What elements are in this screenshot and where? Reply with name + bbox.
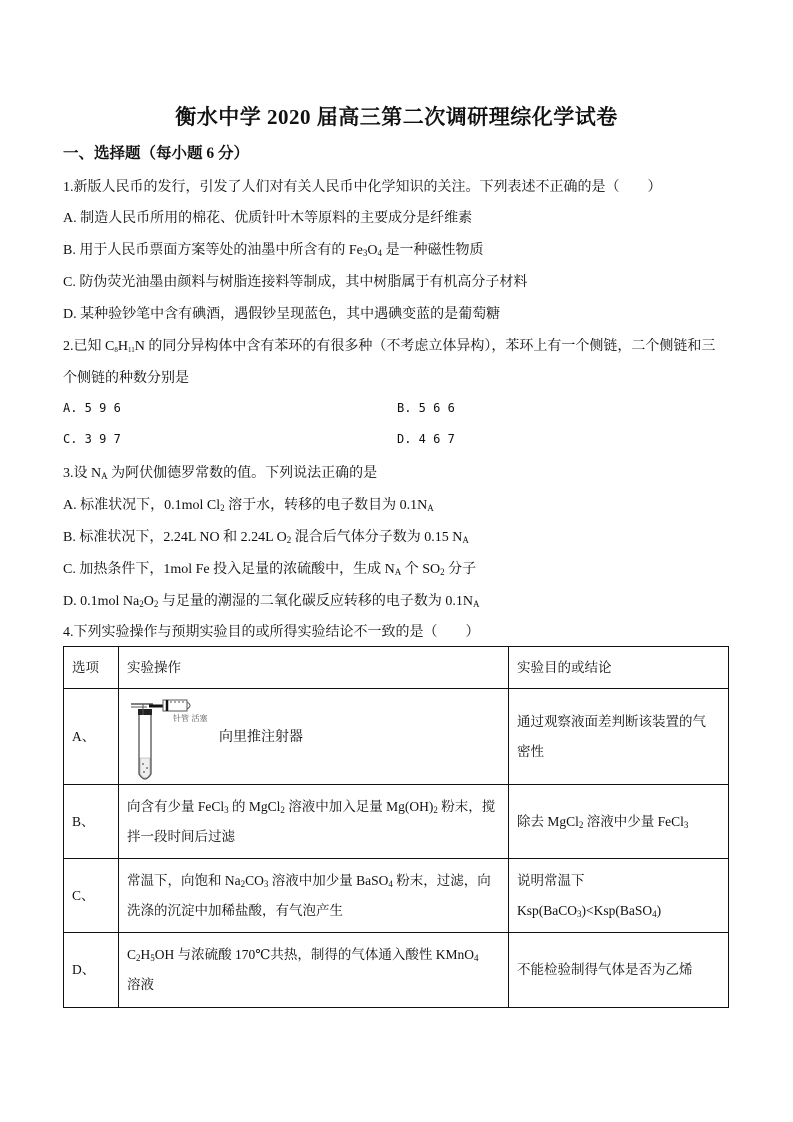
row-c-conclusion <box>509 859 729 933</box>
apparatus-figure <box>125 692 502 782</box>
row-c-conclusion-line1: 说明常温下 <box>517 872 585 888</box>
table-row <box>64 933 729 1008</box>
table-row <box>64 859 729 933</box>
row-a-conclusion <box>509 689 729 785</box>
table-header-row <box>64 647 729 689</box>
row-b-operation-line2: 拌一段时间后过滤 <box>127 828 235 844</box>
question-1-option-c: C. 防伪荧光油墨由颜料与树脂连接料等制成，其中树脂属于有机高分子材料 <box>63 275 528 290</box>
question-3-option-a: A. 标准状况下，0.1mol $Cl_2$ 溶于水，转移的电子数目为 $0.1N_A$ <box>63 498 434 513</box>
experiment-table <box>63 646 729 1008</box>
table-row <box>64 689 729 785</box>
question-4-stem: 4.下列实验操作与预期实验目的或所得实验结论不一致的是（ ） <box>63 625 480 640</box>
question-1-option-a: A. 制造人民币所用的棉花、优质针叶木等原料的主要成分是纤维素 <box>63 211 473 226</box>
question-3-option-c: C. 加热条件下，1mol Fe 投入足量的浓硫酸中，生成 $N_A$ 个 $SO_2$ 分子 <box>63 562 477 577</box>
page-title: 衡水中学 2020 届高三第二次调研理综化学试卷 <box>175 105 618 129</box>
question-3-option-b: B. 标准状况下，2.24L NO 和 2.24L $O_2$ 混合后气体分子数为 0.15 $N_A$ <box>63 530 469 545</box>
row-b-option: B、 <box>64 785 119 859</box>
header-conclusion: 实验目的或结论 <box>509 647 729 689</box>
question-1-option-d: D. 某种验钞笔中含有碘酒，遇假钞呈现蓝色，其中遇碘变蓝的是葡萄糖 <box>63 307 501 322</box>
row-c-operation-line1: 常温下，向饱和 $Na_2CO_3$ 溶液中加少量 BaSO$_4$ 粉末，过滤，向 <box>127 872 491 889</box>
row-d-operation <box>119 933 509 1008</box>
row-d-conclusion: 不能检验制得气体是否为乙烯 <box>509 933 729 1008</box>
row-d-option: D、 <box>64 933 119 1008</box>
question-1-stem: 1.新版人民币的发行，引发了人们对有关人民币中化学知识的关注。下列表述不正确的是（ ） <box>63 180 662 195</box>
row-d-operation-line2: 溶液 <box>127 977 154 992</box>
question-2-option-d: D. 4 6 7 <box>397 432 455 446</box>
row-d-operation-line1: $C_2H_5OH$ 与浓硫酸 170℃共热，制得的气体通入酸性 KMnO$_4$ <box>127 947 479 963</box>
row-a-option: A、 <box>64 689 119 785</box>
row-c-option: C、 <box>64 859 119 933</box>
row-a-operation <box>119 689 509 785</box>
question-2-stem-line2: 个侧链的种数分别是 <box>63 371 189 386</box>
row-c-operation-line2: 洗涤的沉淀中加稀盐酸，有气泡产生 <box>127 902 343 918</box>
row-c-operation <box>119 859 509 933</box>
header-operation: 实验操作 <box>119 647 509 689</box>
question-3-stem: 3.设 $N_A$ 为阿伏伽德罗常数的值。下列说法正确的是 <box>63 466 378 481</box>
question-2-option-b: B. 5 6 6 <box>397 401 455 415</box>
question-2-stem: 2.已知 C8H11N 的同分异构体中含有苯环的有很多种（不考虑立体异构），苯环上有一个侧链，二个侧链和三 <box>63 339 716 354</box>
row-a-conclusion-line1: 通过观察液面差判断该装置的气 <box>517 713 706 730</box>
row-a-conclusion-line2: 密性 <box>517 743 544 760</box>
question-2-option-a: A. 5 9 6 <box>63 401 121 415</box>
header-option: 选项 <box>64 647 119 689</box>
row-b-operation-line1: 向含有少量 FeCl$_3$ 的 MgCl$_2$ 溶液中加入足量 $Mg(OH)_2$ 粉末，搅 <box>127 798 496 815</box>
section-heading: 一、选择题（每小题 6 分） <box>63 145 250 162</box>
row-a-operation-text: 向里推注射器 <box>219 728 303 745</box>
row-b-operation <box>119 785 509 859</box>
question-3-option-d: D. 0.1mol $Na_2O_2$ 与足量的潮湿的二氧化碳反应转移的电子数为 $0.1N_A$ <box>63 594 480 609</box>
row-c-conclusion-line2: Ksp(BaCO$_3$)<Ksp(BaSO$_4$) <box>517 902 662 919</box>
syringe-label: 针管 活塞 <box>173 713 208 723</box>
question-2-option-c: C. 3 9 7 <box>63 432 121 446</box>
row-b-conclusion: 除去 MgCl$_2$ 溶液中少量 FeCl$_3$ <box>509 785 729 859</box>
table-row <box>64 785 729 859</box>
question-1-option-b: B. 用于人民币票面方案等处的油墨中所含有的 $Fe_3O_4$ 是一种磁性物质 <box>63 243 484 258</box>
